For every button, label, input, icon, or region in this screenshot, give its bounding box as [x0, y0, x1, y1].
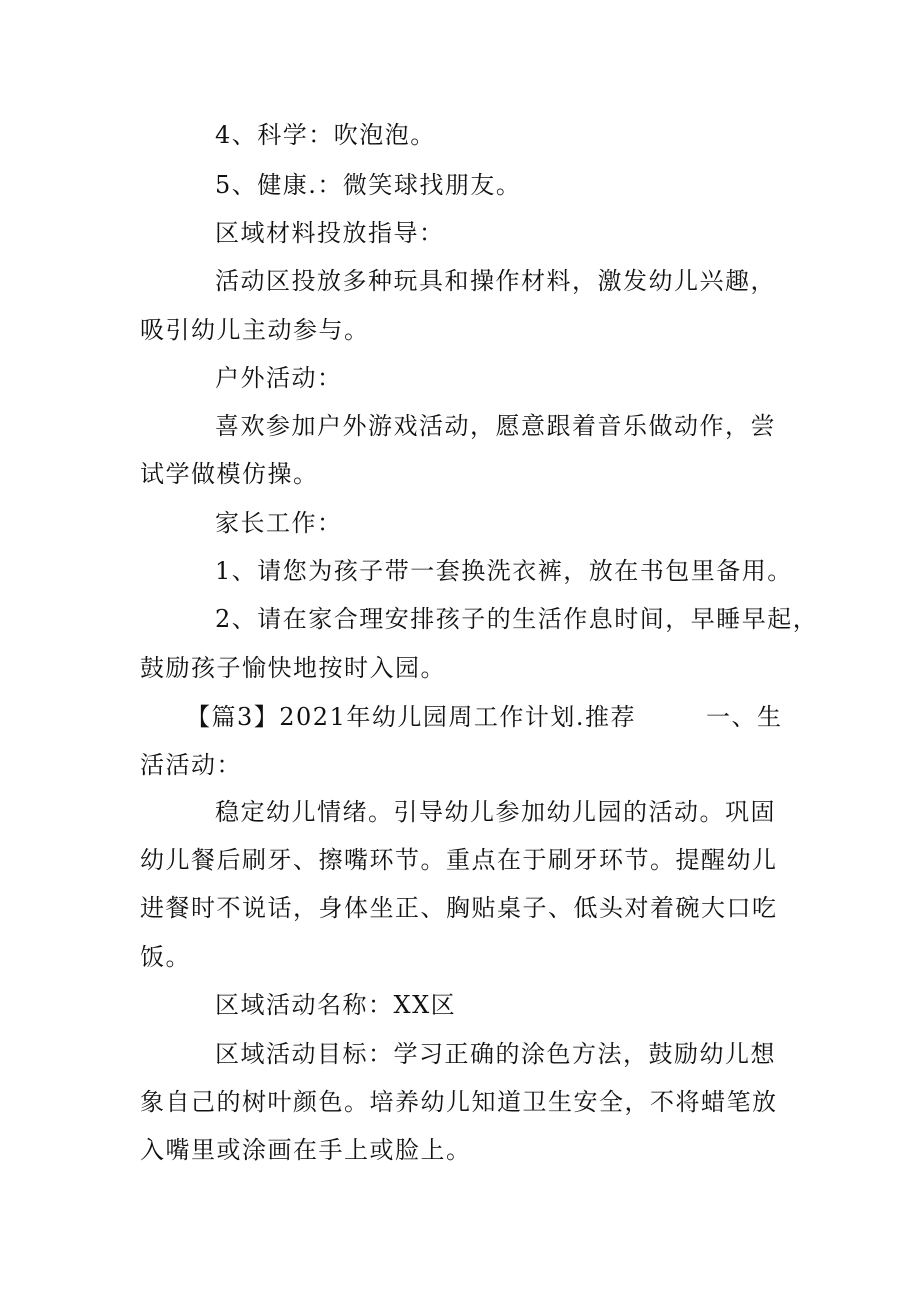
text-line: 鼓励孩子愉快地按时入园。 — [140, 654, 446, 682]
text-line: 饭。 — [140, 943, 191, 971]
text-line: 一、生 — [706, 703, 783, 731]
text-line: 户外活动： — [215, 364, 343, 392]
text-line: 2、请在家合理安排孩子的生活作息时间，早睡早起， — [215, 605, 819, 633]
text-line: 区域活动名称：XX区 — [215, 991, 457, 1019]
text-line: 区域活动目标：学习正确的涂色方法，鼓励幼儿想 — [215, 1040, 776, 1068]
text-line: 活活动： — [140, 751, 242, 779]
text-line: 幼儿餐后刷牙、擦嘴环节。重点在于刷牙环节。提醒幼儿 — [140, 846, 778, 874]
section-heading: 【篇3】2021年幼儿园周工作计划.推荐 — [186, 703, 636, 731]
text-line: 家长工作： — [215, 509, 343, 537]
text-line: 活动区投放多种玩具和操作材料，激发幼儿兴趣， — [215, 267, 776, 295]
text-line: 进餐时不说话，身体坐正、胸贴桌子、低头对着碗大口吃 — [140, 894, 778, 922]
text-line: 4、科学：吹泡泡。 — [215, 121, 436, 149]
text-line: 入嘴里或涂画在手上或脸上。 — [140, 1136, 472, 1164]
text-line: 稳定幼儿情绪。引导幼儿参加幼儿园的活动。巩固 — [215, 798, 776, 826]
text-line: 喜欢参加户外游戏活动，愿意跟着音乐做动作，尝 — [215, 412, 776, 440]
text-line: 试学做模仿操。 — [140, 460, 319, 488]
text-line: 5、健康.：微笑球找朋友。 — [215, 171, 522, 199]
text-line: 1、请您为孩子带一套换洗衣裤，放在书包里备用。 — [215, 557, 793, 585]
text-line: 吸引幼儿主动参与。 — [140, 316, 370, 344]
text-line: 象自己的树叶颜色。培养幼儿知道卫生安全，不将蜡笔放 — [140, 1088, 778, 1116]
text-line: 区域材料投放指导： — [215, 219, 445, 247]
